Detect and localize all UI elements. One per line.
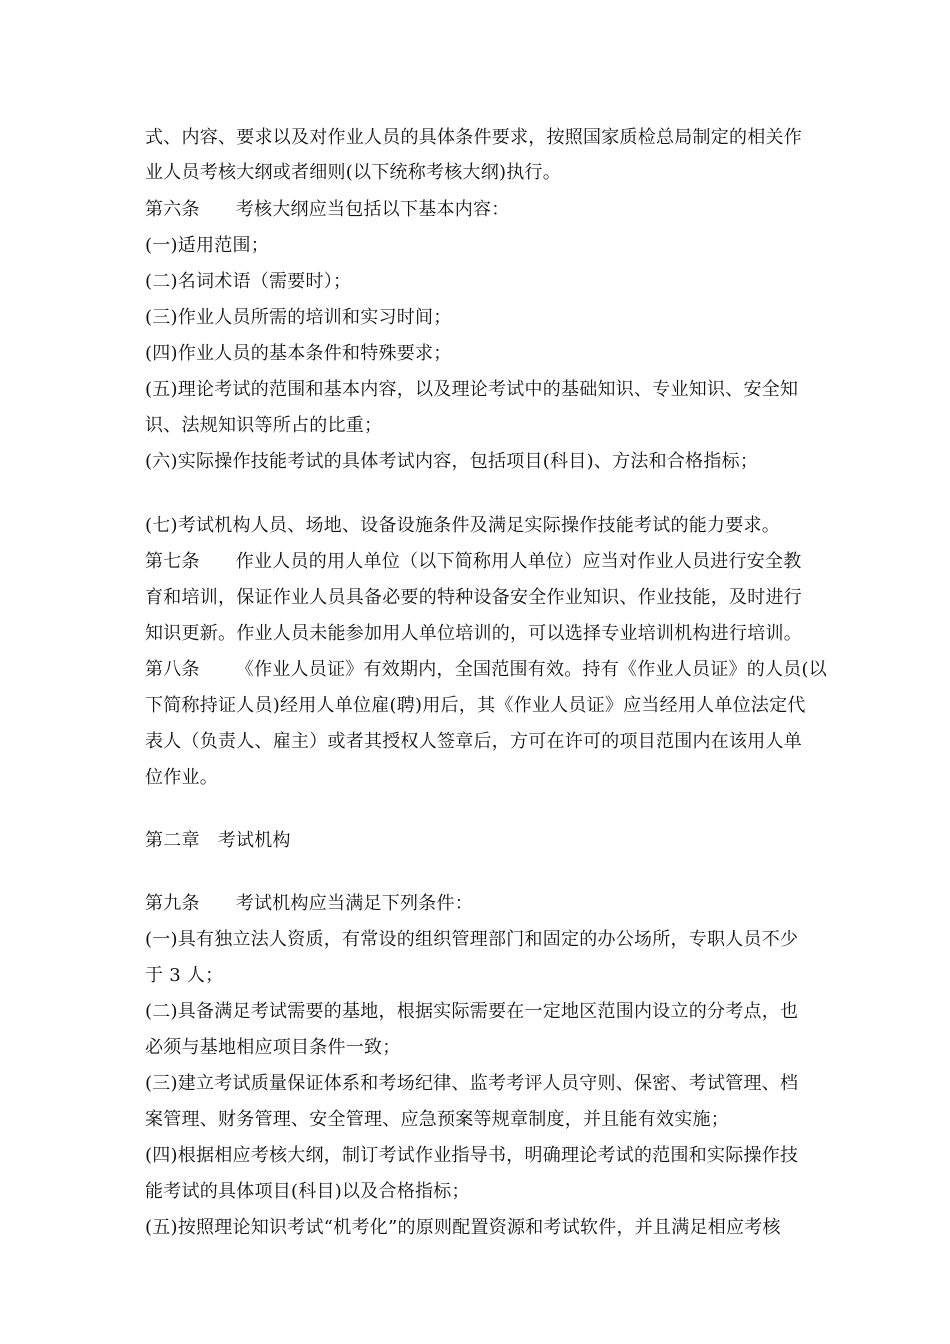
- article-9-heading: [145, 892, 815, 916]
- article-text: 考试机构应当满足下列条件：: [235, 893, 473, 914]
- list-item: (三)建立考试质量保证体系和考场纪律、监考考评人员守则、保密、考试管理、档: [145, 1073, 799, 1094]
- article-label: 第八条: [145, 659, 200, 680]
- list-item: (二)具备满足考试需要的基地，根据实际需要在一定地区范围内设立的分考点，也: [145, 1001, 799, 1022]
- text-line: 于 3 人；: [145, 965, 224, 986]
- text-line: 知识更新。作业人员未能参加用人单位培训的，可以选择专业培训机构进行培训。: [145, 623, 802, 644]
- list-item: (六)实际操作技能考试的具体考试内容，包括项目(科目)、方法和合格指标；: [145, 451, 759, 472]
- article-text: 《作业人员证》有效期内，全国范围有效。持有《作业人员证》的人员(以: [235, 659, 828, 680]
- article-8-heading: [145, 658, 828, 682]
- list-item: (五)理论考试的范围和基本内容，以及理论考试中的基础知识、专业知识、安全知: [145, 379, 799, 400]
- chapter-heading: [145, 829, 815, 853]
- article-text: 作业人员的用人单位（以下简称用人单位）应当对作业人员进行安全教: [235, 551, 802, 572]
- article-text: 考核大纲应当包括以下基本内容：: [235, 199, 510, 220]
- article-6-heading: [145, 198, 815, 222]
- chapter-label: 第二章: [145, 830, 200, 851]
- text-line: 能考试的具体项目(科目)以及合格指标；: [145, 1181, 470, 1202]
- text-line: 育和培训，保证作业人员具备必要的特种设备安全作业知识、作业技能，及时进行: [145, 587, 802, 608]
- list-item: (三)作业人员所需的培训和实习时间；: [145, 307, 452, 328]
- article-label: 第九条: [145, 893, 200, 914]
- text-line: 必须与基地相应项目条件一致；: [145, 1037, 401, 1058]
- list-item: (一)具有独立法人资质，有常设的组织管理部门和固定的办公场所，专职人员不少: [145, 929, 799, 950]
- list-item: (四)作业人员的基本条件和特殊要求；: [145, 343, 452, 364]
- text-line: 表人（负责人、雇主）或者其授权人签章后，方可在许可的项目范围内在该用人单: [145, 731, 802, 752]
- article-label: 第七条: [145, 551, 200, 572]
- article-label: 第六条: [145, 199, 200, 220]
- text-line: 业人员考核大纲或者细则(以下统称考核大纲)执行。: [145, 162, 562, 183]
- text-line: 位作业。: [145, 767, 218, 788]
- text-line: 识、法规知识等所占的比重；: [145, 415, 383, 436]
- article-7-heading: [145, 550, 815, 574]
- list-item: (一)适用范围；: [145, 235, 270, 256]
- list-item: (七)考试机构人员、场地、设备设施条件及满足实际操作技能考试的能力要求。: [145, 515, 781, 536]
- text-line: 案管理、财务管理、安全管理、应急预案等规章制度，并且能有效实施；: [145, 1109, 729, 1130]
- text-line: 下简称持证人员)经用人单位雇(聘)用后，其《作业人员证》应当经用人单位法定代: [145, 695, 806, 716]
- list-item: (五)按照理论知识考试“机考化”的原则配置资源和考试软件，并且满足相应考核: [145, 1217, 781, 1238]
- list-item: (四)根据相应考核大纲，制订考试作业指导书，明确理论考试的范围和实际操作技: [145, 1145, 799, 1166]
- chapter-title: 考试机构: [217, 830, 291, 851]
- list-item: (二)名词术语（需要时）；: [145, 271, 352, 292]
- text-line: 式、内容、要求以及对作业人员的具体条件要求，按照国家质检总局制定的相关作: [145, 127, 802, 148]
